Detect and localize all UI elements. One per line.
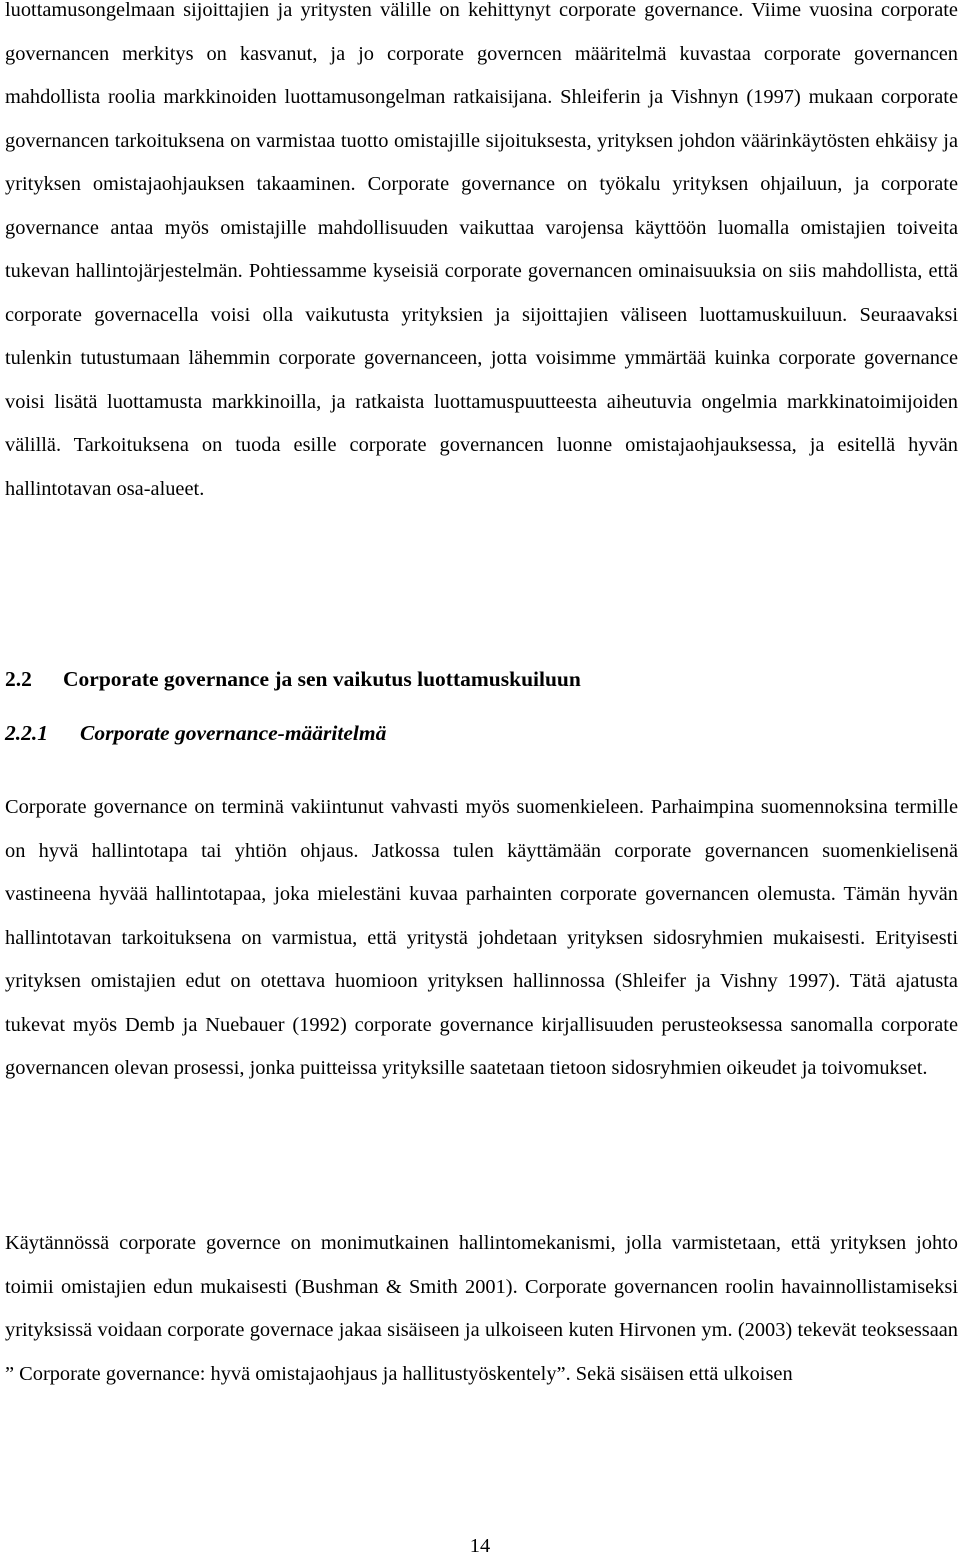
section-title: Corporate governance ja sen vaikutus luottamuskuiluun	[63, 667, 581, 691]
section-heading	[5, 664, 581, 694]
body-paragraph-2: Corporate governance on terminä vakiintunut vahvasti myös suomenkieleen. Parhaimpina suomennoksina termille on hyvä hallintotapa tai yhtiön ohjaus. Jatkossa tulen käyttämään corporate governancen suomenkielisenä vastineena hyvää hallintotapaa, joka mielestäni kuvaa parhainten corporate governancen olemusta. Tämän hyvän hallintotavan tarkoituksena on varmistua, että yritystä johdetaan yrityksen sidosryhmien mukaisesti. Erityisesti yrityksen omistajien edut on otettava huomioon yrityksen hallinnossa (Shleifer ja Vishny 1997). Tätä ajatusta tukevat myös Demb ja Nuebauer (1992) corporate governance kirjallisuuden perusteoksessa sanomalla corporate governancen olevan prosessi, jonka puitteissa yrityksille saatetaan tietoon sidosryhmien oikeudet ja toivomukset.	[5, 796, 958, 1079]
section-number: 2.2	[5, 667, 32, 691]
body-paragraph-3: Käytännössä corporate governce on monimutkainen hallintomekanismi, jolla varmistetaan, että yrityksen johto toimii omistajien edun mukaisesti (Bushman & Smith 2001). Corporate governancen roolin havainnollistamiseksi yrityksissä voidaan corporate governace jakaa sisäiseen ja ulkoiseen kuten Hirvonen ym. (2003) tekevät teoksessaan ” Corporate governance: hyvä omistajaohjaus ja hallitustyöskentely”. Sekä sisäisen että ulkoisen	[5, 1232, 958, 1385]
body-paragraph-1: luottamusongelmaan sijoittajien ja yritysten välille on kehittynyt corporate governance. Viime vuosina corporate governancen merkitys on kasvanut, ja jo corporate governcen määritelmä kuvastaa corporate governancen mahdollista roolia markkinoiden luottamusongelman ratkaisijana. Shleiferin ja Vishnyn (1997) mukaan corporate governancen tarkoituksena on varmistaa tuotto omistajille sijoituksesta, yrityksen johdon väärinkäytösten ehkäisy ja yrityksen omistajaohjauksen takaaminen. Corporate governance on työkalu yrityksen ohjailuun, ja corporate governance antaa myös omistajille mahdollisuuden vaikuttaa varojensa käyttöön luomalla omistajien toiveita tukevan hallintojärjestelmän. Pohtiessamme kyseisiä corporate governancen ominaisuuksia on siis mahdollista, että corporate governacella voisi olla vaikutusta yrityksien ja sijoittajien väliseen luottamuskuiluun. Seuraavaksi tulenkin tutustumaan lähemmin corporate governanceen, jotta voisimme ymmärtää kuinka corporate governance voisi lisätä luottamusta markkinoilla, ja ratkaista luottamuspuutteesta aiheutuvia ongelmia markkinatoimijoiden välillä. Tarkoituksena on tuoda esille corporate governancen luonne omistajaohjauksessa, ja esitellä hyvän hallintotavan osa-alueet.	[5, 0, 958, 500]
page-number: 14	[469, 1535, 491, 1557]
subsection-title: Corporate governance-määritelmä	[80, 721, 387, 745]
subsection-heading	[5, 718, 386, 748]
subsection-number: 2.2.1	[5, 721, 48, 745]
